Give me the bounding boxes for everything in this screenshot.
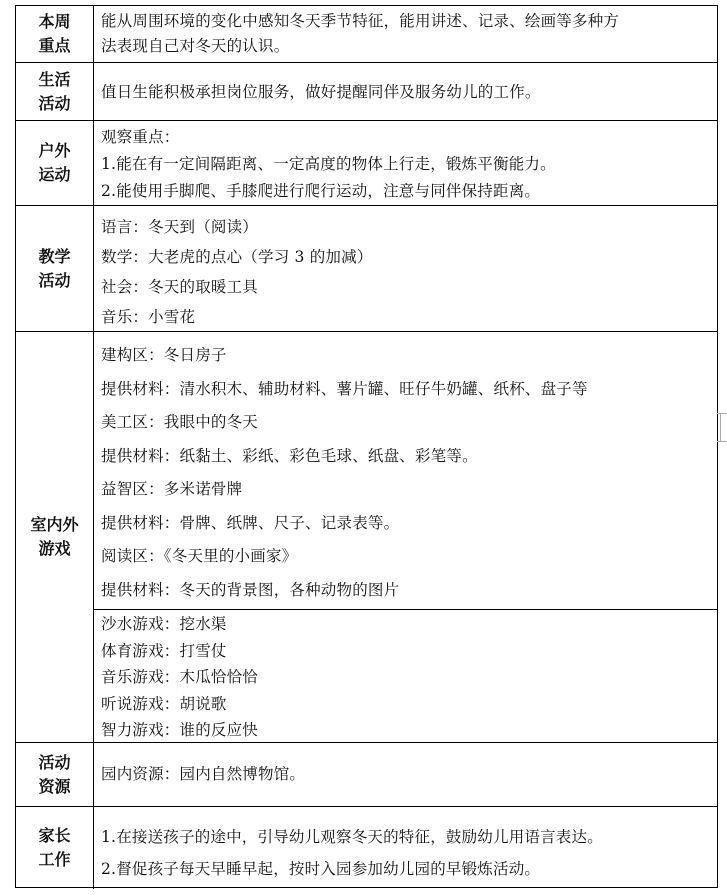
content-line: 音乐游戏：木瓜恰恰恰	[101, 668, 259, 686]
row-parent-work	[16, 807, 717, 889]
content-line: 2.督促孩子每天早睡早起，按时入园参加幼儿园的早锻炼活动。	[101, 860, 541, 878]
weekly-plan-table	[15, 5, 718, 888]
content-line: 语言：冬天到（阅读）	[101, 218, 259, 236]
row-activity-resources	[16, 743, 717, 807]
content-line: 2.能使用手脚爬、手膝爬进行爬行运动，注意与同伴保持距离。	[101, 182, 541, 200]
content-line: 数学：大老虎的点心（学习 3 的加减）	[101, 248, 373, 266]
row-content	[94, 63, 717, 120]
content-line: 音乐：小雪花	[101, 308, 196, 326]
row-label: 户外 运动	[16, 121, 94, 205]
page-edge-mark	[720, 413, 721, 441]
row-label: 生活 活动	[16, 63, 94, 120]
content-line: 沙水游戏：挖水渠	[101, 615, 227, 633]
outdoor-games-cell	[94, 611, 717, 744]
content-line: 园内资源：园内自然博物馆。	[101, 765, 306, 783]
content-line: 1.在接送孩子的途中，引导幼儿观察冬天的特征，鼓励幼儿用语言表达。	[101, 828, 603, 846]
content-line: 听说游戏：胡说歌	[101, 694, 227, 713]
row-label: 教学 活动	[16, 206, 94, 331]
row-label: 室内外 游戏	[16, 332, 94, 742]
row-weekly-focus	[16, 6, 717, 63]
row-label: 家长 工作	[16, 807, 94, 889]
content-line: 建构区：冬日房子	[101, 346, 227, 364]
content-line: 值日生能积极承担岗位服务，做好提醒同伴及服务幼儿的工作。	[101, 83, 541, 101]
content-line: 体育游戏：打雪仗	[101, 641, 227, 660]
row-teaching-activities	[16, 206, 717, 332]
row-content	[94, 807, 717, 889]
row-daily-life	[16, 63, 717, 121]
content-line: 能从周围环境的变化中感知冬天季节特征，能用讲述、记录、绘画等多种方	[101, 12, 620, 30]
content-line: 社会：冬天的取暖工具	[101, 278, 259, 296]
page-edge-mark	[717, 441, 727, 442]
content-line: 提供材料：骨牌、纸牌、尺子、记录表等。	[101, 513, 400, 532]
sub-divider	[94, 609, 717, 610]
content-line: 提供材料：冬天的背景图，各种动物的图片	[101, 580, 400, 599]
content-line: 阅读区：《冬天里的小画家》	[101, 547, 298, 565]
row-outdoor-exercise	[16, 121, 717, 206]
content-line: 法表现自己对冬天的认识。	[101, 37, 290, 55]
row-content	[94, 743, 717, 806]
indoor-games-cell	[94, 339, 717, 607]
row-label: 活动 资源	[16, 743, 94, 806]
content-line: 美工区：我眼中的冬天	[101, 413, 259, 431]
content-line: 提供材料：纸黏土、彩纸、彩色毛球、纸盘、彩笔等。	[101, 446, 478, 465]
row-content	[94, 332, 717, 742]
content-line: 1.能在有一定间隔距离、一定高度的物体上行走，锻炼平衡能力。	[101, 155, 556, 173]
row-content	[94, 121, 717, 205]
content-line: 提供材料：清水积木、辅助材料、薯片罐、旺仔牛奶罐、纸杯、盘子等	[101, 379, 588, 398]
content-line: 益智区：多米诺骨牌	[101, 480, 243, 498]
row-indoor-outdoor-games	[16, 332, 717, 743]
page-edge-mark	[717, 413, 727, 414]
content-line: 智力游戏：谁的反应快	[101, 721, 259, 739]
row-content	[94, 6, 717, 62]
row-content	[94, 206, 717, 331]
row-label: 本周 重点	[16, 6, 94, 62]
content-line: 观察重点：	[101, 128, 180, 146]
